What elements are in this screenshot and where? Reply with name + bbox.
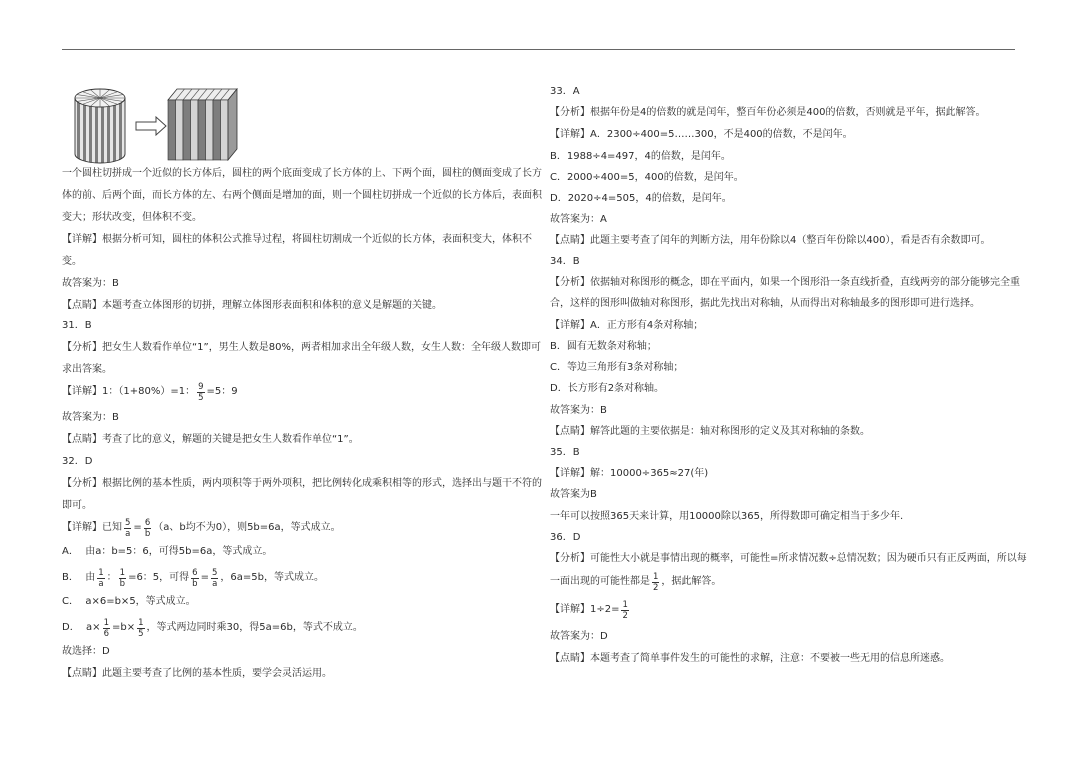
cuboid-figure: [168, 89, 237, 160]
q30-detail-line: 【详解】根据分析可知，圆柱的体积公式推导过程，将圆柱切割成一个近似的长方体，表面积变大，体积不: [62, 234, 532, 245]
q32-option-c: C． a×6=b×5，等式成立。: [62, 596, 196, 607]
q32-option-b-text: =6：5，可得: [128, 572, 190, 583]
q30-explain-line: 变大；形状改变，但体积不变。: [62, 212, 202, 223]
fraction-denominator: a: [125, 528, 131, 539]
cylinder-figure: [75, 89, 125, 168]
fraction: [197, 382, 204, 403]
q32-option-a: A． 由a：b=5：6，可得5b=6a，等式成立。: [62, 546, 273, 557]
cylinder-body: [75, 98, 125, 163]
q31-analysis-line: 求出答案。: [62, 364, 112, 375]
q32-heading: 32．D: [62, 456, 93, 467]
cuboid-slab: [168, 100, 176, 160]
right-arrow-icon: [136, 117, 166, 135]
q32-option-b-text: =: [200, 572, 209, 583]
q32-option-d-text: D． a×: [62, 622, 101, 633]
q36-detail: [550, 598, 631, 622]
q33-detail-line: C．2000÷400=5，400的倍数，是闰年。: [550, 172, 744, 183]
q32-option-d-text: ，等式两边同时乘30，得5a=6b，等式不成立。: [146, 622, 363, 633]
fraction-numerator: 5: [125, 517, 131, 528]
cuboid-slab: [198, 100, 206, 160]
fraction-denominator: b: [144, 528, 151, 539]
q32-analysis-line: 【分析】根据比例的基本性质，两内项积等于两外项积，把比例转化成乘积相等的形式，选择出与题干不符的: [62, 478, 542, 489]
fraction: [652, 572, 659, 593]
fraction-numerator: 1: [622, 599, 628, 610]
fraction: [621, 600, 628, 621]
q31-analysis-line: 【分析】把女生人数看作单位“1”，男生人数是80%，两者相加求出全年级人数，女生人数：全年级人数即可: [62, 342, 541, 353]
cuboid-side: [228, 89, 237, 160]
fraction: [211, 568, 218, 589]
q30-detail-line: 变。: [62, 256, 82, 267]
q34-detail-line: 【详解】A．正方形有4条对称轴；: [550, 320, 704, 331]
q32-detail-text: 【详解】已知: [62, 522, 122, 533]
q33-detail-line: 【详解】A．2300÷400=5……300，不是400的倍数，不是闰年。: [550, 129, 853, 140]
fraction-numerator: 6: [144, 517, 151, 528]
q36-answer: 故答案为：D: [550, 631, 608, 642]
fraction-denominator: 2: [653, 582, 659, 593]
q36-heading: 36．D: [550, 532, 581, 543]
cuboid-slab: [221, 100, 229, 160]
q33-detail-line: D．2020÷4=505，4的倍数，是闰年。: [550, 193, 732, 204]
header-rule: [62, 49, 1015, 50]
q30-answer: 故答案为：B: [62, 278, 119, 289]
fraction-numerator: 1: [653, 571, 659, 582]
q33-heading: 33．A: [550, 86, 580, 97]
q34-comment: 【点睛】解答此题的主要依据是：轴对称图形的定义及其对称轴的条数。: [550, 426, 870, 437]
fraction: [137, 618, 144, 639]
fraction-denominator: a: [98, 578, 104, 589]
cuboid-slab: [213, 100, 221, 160]
q32-option-b-text: B． 由: [62, 572, 96, 583]
cylinder-top-sectors: [75, 89, 125, 107]
fraction: [97, 568, 104, 589]
cylinder-to-cuboid-figure: [70, 84, 242, 170]
q35-heading: 35．B: [550, 447, 580, 458]
fraction-denominator: 6: [103, 628, 109, 639]
fraction-numerator: 9: [198, 381, 204, 392]
cuboid-slabs: [168, 100, 228, 160]
q36-analysis-text: 一面出现的可能性都是: [550, 576, 650, 587]
fraction-numerator: 1: [138, 617, 144, 628]
q36-analysis-line: [550, 570, 721, 594]
q31-heading: 31．B: [62, 320, 92, 331]
q30-comment: 【点睛】本题考查立体图形的切拼，理解立体图形表面积和体积的意义是解题的关键。: [62, 300, 442, 311]
q34-heading: 34．B: [550, 256, 580, 267]
fraction-numerator: 1: [103, 617, 109, 628]
q36-analysis-text: ，据此解答。: [661, 576, 722, 587]
fraction-denominator: b: [192, 578, 198, 589]
q32-detail-text: （a、b均不为0），则5b=6a，等式成立。: [153, 522, 341, 533]
q31-comment: 【点睛】考查了比的意义，解题的关键是把女生人数看作单位“1”。: [62, 434, 359, 445]
cuboid-slab: [176, 100, 184, 160]
q36-detail-text: 【详解】1÷2=: [550, 604, 620, 615]
fraction-numerator: 6: [192, 567, 198, 578]
fraction: [119, 568, 126, 589]
q32-option-b-text: ，6a=5b，等式成立。: [220, 572, 324, 583]
fraction: [191, 568, 198, 589]
q36-comment: 【点睛】本题考查了简单事件发生的可能性的求解，注意：不要被一些无用的信息所迷惑。: [550, 653, 950, 664]
q32-comment: 【点睛】此题主要考查了比例的基本性质，要学会灵活运用。: [62, 668, 332, 679]
q35-note: 一年可以按照365天来计算，用10000除以365，所得数即可确定相当于多少年.: [550, 511, 904, 522]
q33-detail-line: B．1988÷4=497，4的倍数，是闰年。: [550, 151, 731, 162]
q31-detail-text: 【详解】1：（1+80%）=1：: [62, 386, 196, 397]
q35-detail: 【详解】解：10000÷365≈27(年): [550, 468, 709, 479]
fraction-numerator: 5: [211, 567, 218, 578]
q34-analysis-line: 合，这样的图形叫做轴对称图形，据此先找出对称轴，从而得出对称轴最多的图形即可进行选择。: [550, 298, 980, 309]
q33-analysis: 【分析】根据年份是4的倍数的就是闰年，整百年份必须是400的倍数，否则就是平年，据此解答。: [550, 107, 986, 118]
q30-explain-line: 体的前、后两个面，而长方体的左、右两个侧面是增加的面，则一个圆柱切拼成一个近似的长方体后，表面积: [62, 190, 542, 201]
q34-detail-line: B．圆有无数条对称轴；: [550, 341, 657, 352]
q31-detail-text: =5：9: [206, 386, 238, 397]
q32-answer: 故选择：D: [62, 646, 110, 657]
fraction-numerator: 1: [119, 567, 126, 578]
q32-analysis-line: 即可。: [62, 500, 92, 511]
q30-explain-line: 一个圆柱切拼成一个近似的长方体后，圆柱的两个底面变成了长方体的上、下两个面，圆柱的侧面变成了长方: [62, 168, 542, 179]
fraction-denominator: 5: [198, 392, 204, 403]
fraction: [124, 518, 131, 539]
q31-detail: [62, 380, 238, 404]
cuboid-slab: [206, 100, 214, 160]
q32-detail-text: =: [133, 522, 142, 533]
q35-answer: 故答案为B: [550, 489, 597, 500]
q33-answer: 故答案为：A: [550, 214, 607, 225]
fraction: [144, 518, 151, 539]
fraction-denominator: 2: [622, 610, 628, 621]
q34-answer: 故答案为：B: [550, 405, 607, 416]
q32-option-d-text: =b×: [112, 622, 136, 633]
fraction-denominator: b: [119, 578, 126, 589]
fraction-numerator: 1: [98, 567, 104, 578]
q32-option-d: [62, 616, 363, 640]
cuboid-slab: [191, 100, 199, 160]
q32-option-b-text: ：: [106, 572, 117, 583]
fraction: [103, 618, 110, 639]
q36-analysis-line: 【分析】可能性大小就是事情出现的概率，可能性=所求情况数÷总情况数；因为硬币只有正反两面，所以每: [550, 553, 1027, 564]
q31-answer: 故答案为：B: [62, 412, 119, 423]
q34-detail-line: D．长方形有2条对称轴。: [550, 383, 665, 394]
cuboid-slab: [183, 100, 191, 160]
q34-detail-line: C．等边三角形有3条对称轴；: [550, 362, 684, 373]
q32-option-b: [62, 566, 324, 590]
q32-detail: [62, 516, 341, 540]
q34-analysis-line: 【分析】依据轴对称图形的概念，即在平面内，如果一个图形沿一条直线折叠，直线两旁的部分能够完全重: [550, 277, 1020, 288]
q33-comment: 【点睛】此题主要考查了闰年的判断方法，用年份除以4（整百年份除以400），看是否有余数即可。: [550, 235, 991, 246]
fraction-denominator: a: [212, 578, 218, 589]
fraction-denominator: 5: [138, 628, 144, 639]
